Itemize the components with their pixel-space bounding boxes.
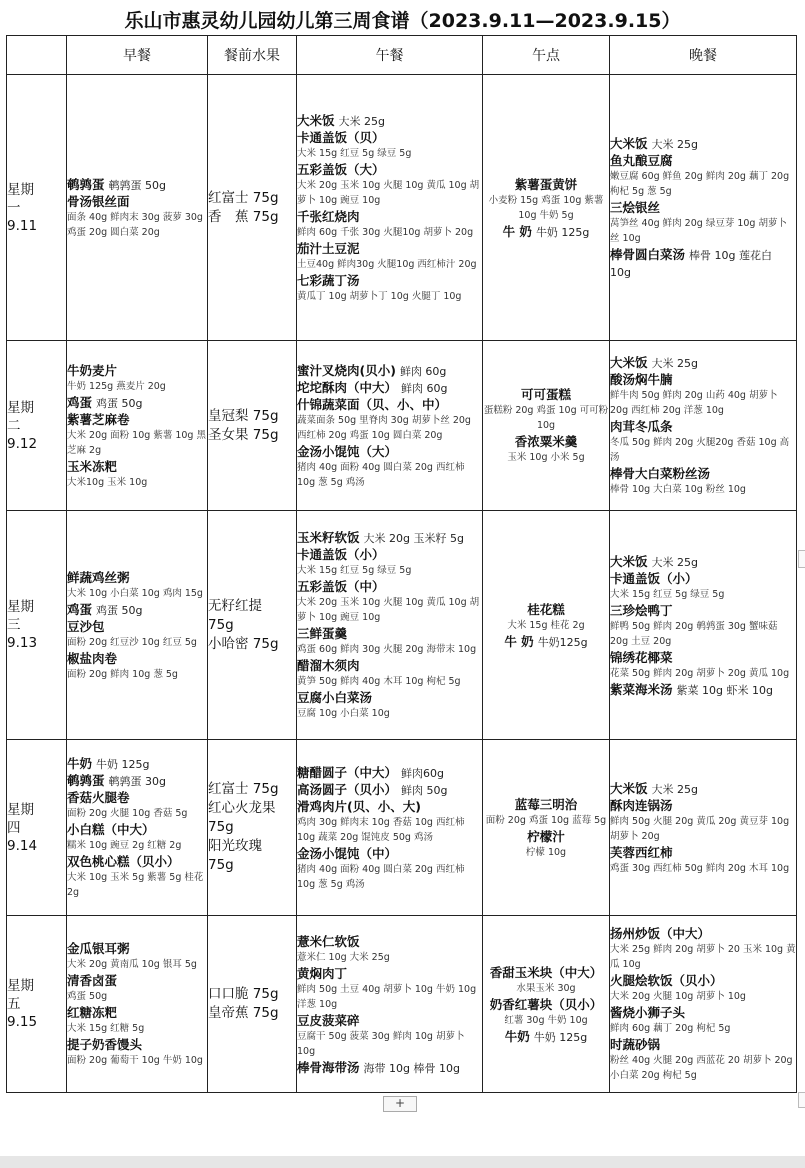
- breakfast-dish-note: 鸡蛋 50g: [96, 603, 143, 617]
- breakfast-ingredients: 大米 15g 红糖 5g: [67, 1023, 145, 1034]
- breakfast-dish-name: 椒盐肉卷: [67, 650, 118, 666]
- snack-cell: [483, 916, 610, 1093]
- dinner-dish: [610, 925, 796, 942]
- dinner-ingredients: 大米 20g 火腿 10g 胡萝卜 10g: [610, 991, 746, 1002]
- breakfast-dish: [67, 411, 207, 428]
- breakfast-dish: [67, 362, 207, 379]
- snack-ingredients: 蛋糕粉 20g 鸡蛋 10g 可可粉 10g: [483, 405, 609, 431]
- breakfast-ingredients: 大米 10g 玉米 5g 紫薯 5g 桂花2g: [67, 872, 204, 898]
- fruit-item: 红富士 75g: [208, 781, 279, 797]
- dinner-ingredients: 鲜牛肉 50g 鲜肉 20g 山药 40g 胡萝卜 20g 西红柿 20g 洋葱 10g: [610, 390, 778, 416]
- snack-ingredients: 红薯 30g 牛奶 10g: [504, 1014, 588, 1026]
- breakfast-dish-name: 鸡蛋: [67, 601, 93, 617]
- dinner-dish: [610, 780, 796, 797]
- snack-dish-name: 可可蛋糕: [520, 387, 571, 402]
- lunch-dish: [297, 845, 482, 862]
- lunch-ingredients: 大米 20g 玉米 10g 火腿 10g 黄瓜 10g 胡萝卜 10g 豌豆 10g: [297, 597, 480, 623]
- snack-dish: [483, 176, 609, 193]
- dinner-ingredients: 鸡蛋 30g 西红柿 50g 鲜肉 20g 木耳 10g: [610, 862, 790, 874]
- snack-dish-note: 牛奶125g: [537, 635, 588, 649]
- breakfast-dish: [67, 1004, 207, 1021]
- snack-dish: [483, 796, 609, 813]
- dinner-ingredients: 粉丝 40g 火腿 20g 西蓝花 20 胡萝卜 20g 小白菜 20g 枸杞 5g: [610, 1055, 793, 1081]
- lunch-dish: [297, 625, 482, 642]
- breakfast-cell: [67, 740, 208, 916]
- lunch-dish: [297, 161, 482, 178]
- breakfast-dish-note: 鸡蛋 50g: [96, 396, 143, 410]
- dinner-dish-name: 三烩银丝: [610, 200, 661, 215]
- breakfast-dish-name: 鲜蔬鸡丝粥: [67, 569, 130, 585]
- dinner-ingredients: 鲜鸭 50g 鲜肉 20g 鹌鹑蛋 30g 蟹味菇 20g 土豆 20g: [610, 620, 778, 647]
- breakfast-dish: [67, 618, 207, 635]
- dinner-ingredients: 嫩豆腐 60g 鲜鱼 20g 鲜肉 20g 藕丁 20g 枸杞 5g 葱 5g: [610, 171, 790, 197]
- breakfast-dish-name: 玉米冻粑: [67, 458, 118, 474]
- breakfast-dish: [67, 972, 207, 989]
- dinner-dish-name: 火腿烩软饭（贝小）: [610, 973, 723, 988]
- dinner-ingredients: 冬瓜 50g 鲜肉 20g 火腿20g 香菇 10g 高汤: [610, 437, 790, 463]
- dinner-cell: [610, 341, 797, 511]
- breakfast-dish-name: 双色桃心糕（贝小）: [67, 854, 180, 869]
- dinner-dish-note: 大米 25g: [651, 357, 698, 370]
- lunch-ingredients: 薏米仁 10g 大米 25g: [297, 951, 390, 963]
- lunch-dish-note: 鲜肉 60g: [399, 364, 447, 378]
- fruit-item: 阳光玫瑰: [208, 838, 262, 854]
- snack-dish-name: 香甜玉米块（中大）: [489, 964, 603, 980]
- lunch-dish: [297, 1012, 482, 1029]
- snack-cell: [483, 740, 610, 916]
- lunch-ingredients: 豆腐 10g 小白菜 10g: [297, 708, 390, 719]
- breakfast-dish-name: 骨汤银丝面: [67, 193, 130, 209]
- lunch-dish: [297, 208, 482, 225]
- breakfast-dish: [67, 601, 207, 618]
- dinner-dish: [610, 354, 796, 371]
- dinner-ingredients: 大米 15g 红豆 5g 绿豆 5g: [610, 588, 725, 600]
- breakfast-dish-name: 小白糕（中大）: [67, 822, 155, 837]
- lunch-dish-note: 鲜肉60g: [401, 766, 444, 780]
- lunch-dish-name: 五彩盖饭（中）: [297, 579, 385, 594]
- breakfast-cell: [67, 511, 208, 740]
- snack-dish-note: 牛奶 125g: [533, 1030, 588, 1044]
- lunch-ingredients: 土豆40g 鲜肉30g 火腿10g 西红柿汁 20g: [297, 258, 477, 270]
- day-row: [7, 341, 797, 511]
- dinner-ingredients: 花菜 50g 鲜肉 20g 胡萝卜 20g 黄瓜 10g: [610, 667, 790, 679]
- snack-ingredients: 小麦粉 15g 鸡蛋 10g 紫薯 10g 牛奶 5g: [488, 194, 604, 221]
- dinner-dish: [610, 649, 796, 666]
- lunch-cell: [297, 916, 483, 1093]
- lunch-dish-name: 坨坨酥肉（中大）: [297, 379, 398, 395]
- lunch-dish: [297, 965, 482, 982]
- lunch-dish: [297, 396, 482, 413]
- breakfast-dish-note: 鹌鹑蛋 30g: [108, 775, 166, 788]
- lunch-dish-name: 玉米籽软饭: [297, 530, 360, 545]
- lunch-dish-name: 高汤圆子（贝小）: [297, 781, 398, 797]
- lunch-dish-name: 大米饭: [297, 112, 335, 128]
- snack-ingredients: 大米 15g 桂花 2g: [507, 619, 585, 631]
- day-row: [7, 916, 797, 1093]
- dinner-dish: [610, 1004, 796, 1021]
- lunch-dish-name: 三鲜蛋羹: [297, 626, 348, 641]
- lunch-dish-name: 千张红烧肉: [297, 208, 360, 224]
- header-snack: 午点: [483, 36, 610, 75]
- lunch-dish-note: 鲜肉 60g: [401, 381, 448, 395]
- lunch-dish: [297, 657, 482, 674]
- breakfast-dish-name: 鸡蛋: [67, 394, 93, 410]
- breakfast-dish: [67, 853, 207, 870]
- snack-dish: [483, 601, 609, 618]
- fruit-cell: [208, 511, 297, 740]
- dinner-dish: [610, 199, 796, 216]
- dinner-dish: [610, 797, 796, 814]
- dinner-dish-name: 时蔬砂锅: [610, 1037, 661, 1052]
- breakfast-dish: [67, 176, 207, 193]
- snack-dish: [483, 828, 609, 845]
- snack-ingredients: 水果玉米 30g: [516, 982, 576, 994]
- breakfast-dish: [67, 755, 207, 772]
- lunch-ingredients: 鸡肉 30g 鲜肉末 10g 香菇 10g 西红柿 10g 蔬菜 20g 馄饨皮 50g 鸡汤: [297, 816, 465, 843]
- day-row: [7, 511, 797, 740]
- dinner-ingredients: 鲜肉 50g 火腿 20g 黄瓜 20g 黄豆芽 10g 胡萝卜 20g: [610, 815, 790, 842]
- snack-ingredients: 玉米 10g 小米 5g: [507, 452, 585, 463]
- dinner-dish-name: 棒骨圆白菜汤: [610, 247, 686, 262]
- snack-dish-name: 紫薯蛋黄饼: [514, 176, 578, 192]
- dinner-dish: [610, 1036, 796, 1053]
- lunch-dish: [297, 546, 482, 563]
- dinner-ingredients: 鲜肉 60g 藕丁 20g 枸杞 5g: [610, 1023, 731, 1034]
- dinner-dish-name: 卡通盖饭（小）: [610, 570, 698, 586]
- header-breakfast: 早餐: [67, 36, 208, 75]
- dinner-dish-name: 酥肉连锅汤: [610, 797, 673, 813]
- fruit-item: 75g: [208, 616, 234, 633]
- day-label: 星期 四 9.14: [7, 740, 67, 916]
- lunch-cell: [297, 341, 483, 511]
- fruit-cell: [208, 740, 297, 916]
- lunch-dish-name: 卡通盖饭（小）: [297, 547, 385, 562]
- breakfast-ingredients: 面粉 20g 火腿 10g 香菇 5g: [67, 808, 188, 819]
- breakfast-dish: [67, 193, 207, 210]
- dinner-dish-note: 大米 25g: [651, 555, 698, 569]
- lunch-dish: [297, 933, 482, 950]
- dinner-dish: [610, 465, 796, 482]
- dinner-dish-name: 棒骨大白菜粉丝汤: [610, 466, 711, 481]
- dinner-dish-name: 紫菜海米汤: [610, 681, 673, 697]
- page-title: 乐山市惠灵幼儿园幼儿第三周食谱（2023.9.11—2023.9.15）: [124, 10, 681, 32]
- lunch-dish: [297, 362, 482, 379]
- breakfast-ingredients: 糯米 10g 豌豆 2g 红糖 2g: [67, 840, 182, 851]
- lunch-dish: [297, 689, 482, 706]
- dinner-dish: [610, 570, 796, 587]
- lunch-dish-name: 卡通盖饭（贝）: [297, 129, 385, 145]
- lunch-dish-name: 豆皮菠菜碎: [297, 1012, 360, 1028]
- dinner-dish-name: 大米饭: [610, 553, 648, 569]
- fruit-item: 小哈密 75g: [208, 635, 279, 652]
- lunch-dish: [297, 272, 482, 289]
- breakfast-cell: [67, 75, 208, 341]
- breakfast-dish-name: 紫薯芝麻卷: [67, 411, 130, 427]
- lunch-dish: [297, 578, 482, 595]
- snack-cell: [483, 75, 610, 341]
- dinner-dish-name: 鱼丸酿豆腐: [610, 153, 673, 168]
- lunch-dish-name: 五彩盖饭（大）: [297, 161, 385, 177]
- snack-dish-name: 奶香红薯块（贝小）: [489, 996, 603, 1012]
- snack-ingredients: 面粉 20g 鸡蛋 10g 蓝莓 5g: [485, 814, 607, 826]
- breakfast-dish: [67, 569, 207, 586]
- snack-dish-name: 牛 奶: [504, 633, 534, 649]
- dinner-dish-name: 芙蓉西红柿: [610, 844, 673, 860]
- lunch-dish-name: 蜜汁叉烧肉(贝小): [297, 362, 396, 378]
- snack-cell: [483, 341, 610, 511]
- dinner-dish-note: 棒骨 10g 莲花白 10g: [610, 249, 772, 279]
- header-dinner: 晚餐: [610, 36, 797, 75]
- dinner-ingredients: 大米 25g 鲜肉 20g 胡萝卜 20 玉米 10g 黄瓜 10g: [610, 944, 796, 970]
- breakfast-dish-name: 香菇火腿卷: [67, 790, 130, 805]
- lunch-dish-name: 薏米仁软饭: [297, 933, 360, 949]
- breakfast-dish-name: 红糖冻粑: [67, 1005, 118, 1020]
- dinner-dish-name: 三珍烩鸭丁: [610, 602, 673, 618]
- status-bar: [0, 1156, 805, 1168]
- breakfast-ingredients: 面粉 20g 红豆沙 10g 红豆 5g: [67, 636, 197, 648]
- fruit-item: 75g: [208, 819, 234, 835]
- breakfast-cell: [67, 916, 208, 1093]
- snack-dish: [483, 964, 609, 981]
- lunch-dish-name: 豆腐小白菜汤: [297, 690, 373, 705]
- lunch-dish-name: 茄汁土豆泥: [297, 240, 360, 256]
- snack-dish: [483, 386, 609, 403]
- header-row: [7, 36, 797, 75]
- lunch-dish: [297, 443, 482, 460]
- snack-ingredients: 柠檬 10g: [525, 846, 567, 858]
- lunch-cell: [297, 740, 483, 916]
- add-row-button[interactable]: +: [383, 1096, 417, 1112]
- lunch-dish: [297, 798, 482, 815]
- header-lunch: 午餐: [297, 36, 483, 75]
- dinner-dish-name: 扬州炒饭（中大）: [610, 926, 711, 941]
- dinner-dish-name: 肉茸冬瓜条: [610, 419, 673, 434]
- day-label: 星期 三 9.13: [7, 511, 67, 740]
- breakfast-ingredients: 鸡蛋 50g: [67, 991, 108, 1002]
- lunch-cell: [297, 75, 483, 341]
- lunch-dish-note: 鲜肉 50g: [401, 783, 448, 797]
- day-label: 星期 五 9.15: [7, 916, 67, 1093]
- dinner-dish: [610, 246, 796, 280]
- dinner-cell: [610, 511, 797, 740]
- lunch-ingredients: 蔬菜面条 50g 里脊肉 30g 胡萝卜丝 20g 西红柿 20g 鸡蛋 10g 圆白菜 20g: [297, 414, 471, 441]
- fruit-item: 红心火龙果: [208, 800, 276, 816]
- dinner-cell: [610, 75, 797, 341]
- breakfast-ingredients: 面条 40g 鲜肉末 30g 菠萝 30g 鸡蛋 20g 圆白菜 20g: [67, 211, 203, 238]
- breakfast-dish: [67, 394, 207, 411]
- day-label: 星期 二 9.12: [7, 341, 67, 511]
- lunch-ingredients: 猪肉 40g 面粉 40g 圆白菜 20g 西红柿 10g 葱 5g 鸡汤: [297, 461, 465, 488]
- breakfast-dish: [67, 650, 207, 667]
- dinner-dish-note: 大米 25g: [651, 138, 698, 151]
- header-day: [7, 36, 67, 75]
- breakfast-dish-name: 豆沙包: [67, 618, 105, 634]
- fruit-item: 圣女果 75g: [208, 426, 279, 443]
- breakfast-dish: [67, 1036, 207, 1053]
- lunch-ingredients: 大米 20g 玉米 10g 火腿 10g 黄瓜 10g 胡萝卜 10g 豌豆 10g: [297, 179, 480, 206]
- lunch-dish-note: 大米 20g 玉米籽 5g: [363, 532, 464, 545]
- snack-dish: [483, 996, 609, 1013]
- dinner-dish-name: 大米饭: [610, 780, 648, 796]
- lunch-ingredients: 黄笋 50g 鲜肉 40g 木耳 10g 枸杞 5g: [297, 676, 461, 687]
- lunch-dish-name: 棒骨海带汤: [297, 1059, 360, 1075]
- dinner-dish: [610, 371, 796, 388]
- lunch-dish-name: 七彩蔬丁汤: [297, 272, 360, 288]
- dinner-dish: [610, 844, 796, 861]
- fruit-cell: [208, 341, 297, 511]
- breakfast-cell: [67, 341, 208, 511]
- fruit-item: 无籽红提: [208, 597, 262, 614]
- dinner-dish: [610, 135, 796, 152]
- fruit-item: 皇冠梨 75g: [208, 407, 279, 424]
- fruit-cell: [208, 75, 297, 341]
- lunch-dish-name: 黄焖肉丁: [297, 965, 348, 981]
- lunch-dish-name: 醋溜木须肉: [297, 658, 360, 673]
- lunch-dish: [297, 764, 482, 781]
- dinner-dish-note: 紫菜 10g 虾米 10g: [676, 683, 773, 697]
- lunch-dish-name: 金汤小馄饨（大）: [297, 443, 398, 459]
- snack-dish-name: 桂花糕: [527, 601, 565, 617]
- breakfast-dish: [67, 821, 207, 838]
- snack-cell: [483, 511, 610, 740]
- breakfast-dish: [67, 789, 207, 806]
- breakfast-dish-name: 提子奶香馒头: [67, 1037, 143, 1052]
- lunch-dish: [297, 529, 482, 546]
- breakfast-ingredients: 牛奶 125g 燕麦片 20g: [67, 380, 166, 392]
- breakfast-dish-name: 鹌鹑蛋: [67, 176, 105, 192]
- breakfast-dish-name: 鹌鹑蛋: [67, 773, 105, 788]
- lunch-ingredients: 大米 15g 红豆 5g 绿豆 5g: [297, 565, 412, 576]
- snack-dish-note: 牛奶 125g: [535, 225, 590, 239]
- lunch-cell: [297, 511, 483, 740]
- breakfast-dish-name: 牛奶麦片: [67, 362, 118, 378]
- breakfast-ingredients: 大米 20g 面粉 10g 紫薯 10g 黑芝麻 2g: [67, 429, 206, 456]
- dinner-dish-name: 大米饭: [610, 355, 648, 370]
- snack-dish: [483, 633, 609, 650]
- day-row: [7, 75, 797, 341]
- menu-table: [6, 35, 797, 1093]
- dinner-dish-note: 大米 25g: [651, 782, 698, 796]
- breakfast-ingredients: 大米 20g 黄南瓜 10g 银耳 5g: [67, 959, 197, 970]
- snack-dish-name: 蓝莓三明治: [514, 796, 578, 812]
- dinner-dish: [610, 602, 796, 619]
- dinner-ingredients: 棒骨 10g 大白菜 10g 粉丝 10g: [610, 484, 746, 495]
- snack-dish: [483, 223, 609, 240]
- dinner-dish: [610, 152, 796, 169]
- fruit-item: 口口脆 75g: [208, 986, 279, 1002]
- snack-dish-name: 柠檬汁: [527, 828, 565, 844]
- fruit-item: 香 蕉 75g: [208, 208, 279, 225]
- snack-dish: [483, 1028, 609, 1045]
- fruit-item: 75g: [208, 857, 234, 873]
- snack-dish-name: 香浓粟米羹: [514, 434, 578, 449]
- breakfast-ingredients: 面粉 20g 葡萄干 10g 牛奶 10g: [67, 1055, 203, 1066]
- dinner-dish-name: 锦绣花椰菜: [610, 649, 673, 665]
- header-fruit: 餐前水果: [208, 36, 297, 75]
- fruit-cell: [208, 916, 297, 1093]
- lunch-ingredients: 大米 15g 红豆 5g 绿豆 5g: [297, 147, 412, 159]
- snack-dish-name: 牛奶: [504, 1028, 530, 1044]
- lunch-dish-name: 滑鸡肉片(贝、小、大): [297, 798, 421, 814]
- day-label: 星期 一 9.11: [7, 75, 67, 341]
- lunch-ingredients: 黄瓜丁 10g 胡萝卜丁 10g 火腿丁 10g: [297, 290, 462, 302]
- snack-dish-name: 牛 奶: [502, 223, 532, 239]
- lunch-dish: [297, 781, 482, 798]
- page-edge-marker-bottom: [798, 1092, 805, 1108]
- dinner-dish: [610, 972, 796, 989]
- dinner-ingredients: 莴笋丝 40g 鲜肉 20g 绿豆芽 10g 胡萝卜丝 10g: [610, 218, 787, 244]
- day-row: [7, 740, 797, 916]
- lunch-dish: [297, 112, 482, 129]
- breakfast-ingredients: 面粉 20g 鲜肉 10g 葱 5g: [67, 668, 178, 680]
- lunch-ingredients: 豆腐干 50g 菠菜 30g 鲜肉 10g 胡萝卜 10g: [297, 1030, 465, 1057]
- dinner-cell: [610, 740, 797, 916]
- dinner-dish: [610, 418, 796, 435]
- breakfast-ingredients: 大米 10g 小白菜 10g 鸡肉 15g: [67, 587, 203, 599]
- lunch-dish: [297, 129, 482, 146]
- lunch-dish: [297, 1059, 482, 1076]
- fruit-item: 红富士 75g: [208, 189, 279, 206]
- lunch-ingredients: 鲜肉 50g 土豆 40g 胡萝卜 10g 牛奶 10g 洋葱 10g: [297, 983, 477, 1010]
- lunch-dish-name: 什锦蔬菜面（贝、小、中）: [297, 396, 448, 412]
- breakfast-dish-name: 清香卤蛋: [67, 973, 118, 988]
- dinner-dish-name: 酸汤焖牛腩: [610, 372, 673, 387]
- fruit-item: 皇帝蕉 75g: [208, 1005, 279, 1021]
- lunch-ingredients: 鲜肉 60g 千张 30g 火腿10g 胡萝卜 20g: [297, 226, 474, 238]
- lunch-dish: [297, 379, 482, 396]
- breakfast-dish: [67, 772, 207, 789]
- breakfast-dish-name: 牛奶: [67, 756, 93, 771]
- lunch-dish: [297, 240, 482, 257]
- lunch-dish-note: 海带 10g 棒骨 10g: [363, 1061, 460, 1075]
- breakfast-dish-name: 金瓜银耳粥: [67, 941, 130, 956]
- lunch-ingredients: 鸡蛋 60g 鲜肉 30g 火腿 20g 海带末 10g: [297, 644, 477, 655]
- dinner-dish-name: 大米饭: [610, 136, 648, 151]
- dinner-dish: [610, 553, 796, 570]
- lunch-dish-name: 糖醋圆子（中大）: [297, 764, 398, 780]
- breakfast-dish-note: 牛奶 125g: [96, 758, 150, 771]
- breakfast-dish: [67, 458, 207, 475]
- page-edge-marker: [798, 550, 805, 568]
- breakfast-dish: [67, 940, 207, 957]
- lunch-dish-note: 大米 25g: [338, 114, 385, 128]
- lunch-ingredients: 猪肉 40g 面粉 40g 圆白菜 20g 西红柿 10g 葱 5g 鸡汤: [297, 863, 465, 890]
- dinner-dish: [610, 681, 796, 698]
- dinner-cell: [610, 916, 797, 1093]
- snack-dish: [483, 433, 609, 450]
- lunch-dish-name: 金汤小馄饨（中）: [297, 845, 398, 861]
- breakfast-dish-note: 鹌鹑蛋 50g: [108, 178, 166, 192]
- dinner-dish-name: 酱烧小狮子头: [610, 1005, 686, 1020]
- breakfast-ingredients: 大米10g 玉米 10g: [67, 476, 148, 488]
